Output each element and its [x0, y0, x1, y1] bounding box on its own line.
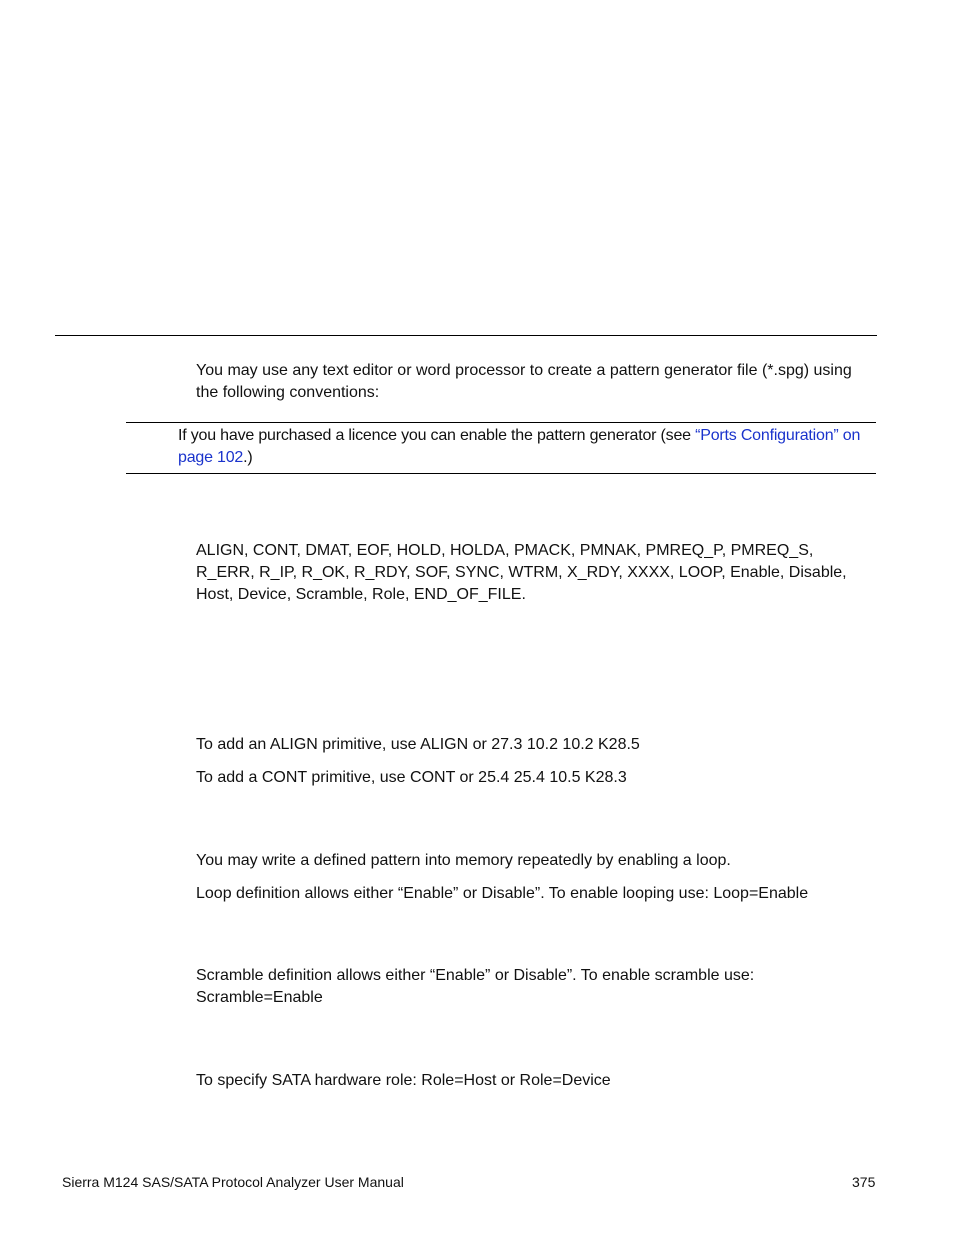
- note-text-after: .): [243, 449, 253, 466]
- note-text-before: If you have purchased a licence you can enable the pattern generator (see: [178, 427, 696, 444]
- cont-primitive-line: To add a CONT primitive, use CONT or 25.4 25.4 10.5 K28.3: [196, 769, 627, 786]
- loop-line-2: Loop definition allows either “Enable” or Disable”. To enable looping use: Loop=Enable: [196, 885, 809, 902]
- footer-page-number: 375: [852, 1174, 876, 1190]
- note-top-rule: [126, 422, 876, 423]
- footer-manual-title: Sierra M124 SAS/SATA Protocol Analyzer User Manual: [62, 1174, 404, 1190]
- note-bottom-rule: [126, 473, 876, 474]
- section-divider: [55, 335, 877, 336]
- scramble-paragraph: Scramble definition allows either “Enable” or Disable”. To enable scramble use: Scramble=Enable: [196, 967, 755, 1006]
- note-text: [178, 425, 878, 469]
- loop-line-1: You may write a defined pattern into memory repeatedly by enabling a loop.: [196, 852, 731, 869]
- align-primitive-line: To add an ALIGN primitive, use ALIGN or 27.3 10.2 10.2 K28.5: [196, 736, 640, 753]
- ports-configuration-link[interactable]: “Ports Configuration” on page 102: [178, 427, 861, 466]
- role-line: To specify SATA hardware role: Role=Host or Role=Device: [196, 1072, 611, 1089]
- intro-paragraph: You may use any text editor or word processor to create a pattern generator file (*.spg) using the following conventions:: [196, 362, 852, 401]
- keywords-paragraph: ALIGN, CONT, DMAT, EOF, HOLD, HOLDA, PMACK, PMNAK, PMREQ_P, PMREQ_S, R_ERR, R_IP, R_OK, R_RDY, SOF, SYNC, WTRM, X_RDY, XXXX, LOOP, Enable, Disable, Host, Device, Scramble, Role, END_OF_FILE.: [196, 542, 847, 603]
